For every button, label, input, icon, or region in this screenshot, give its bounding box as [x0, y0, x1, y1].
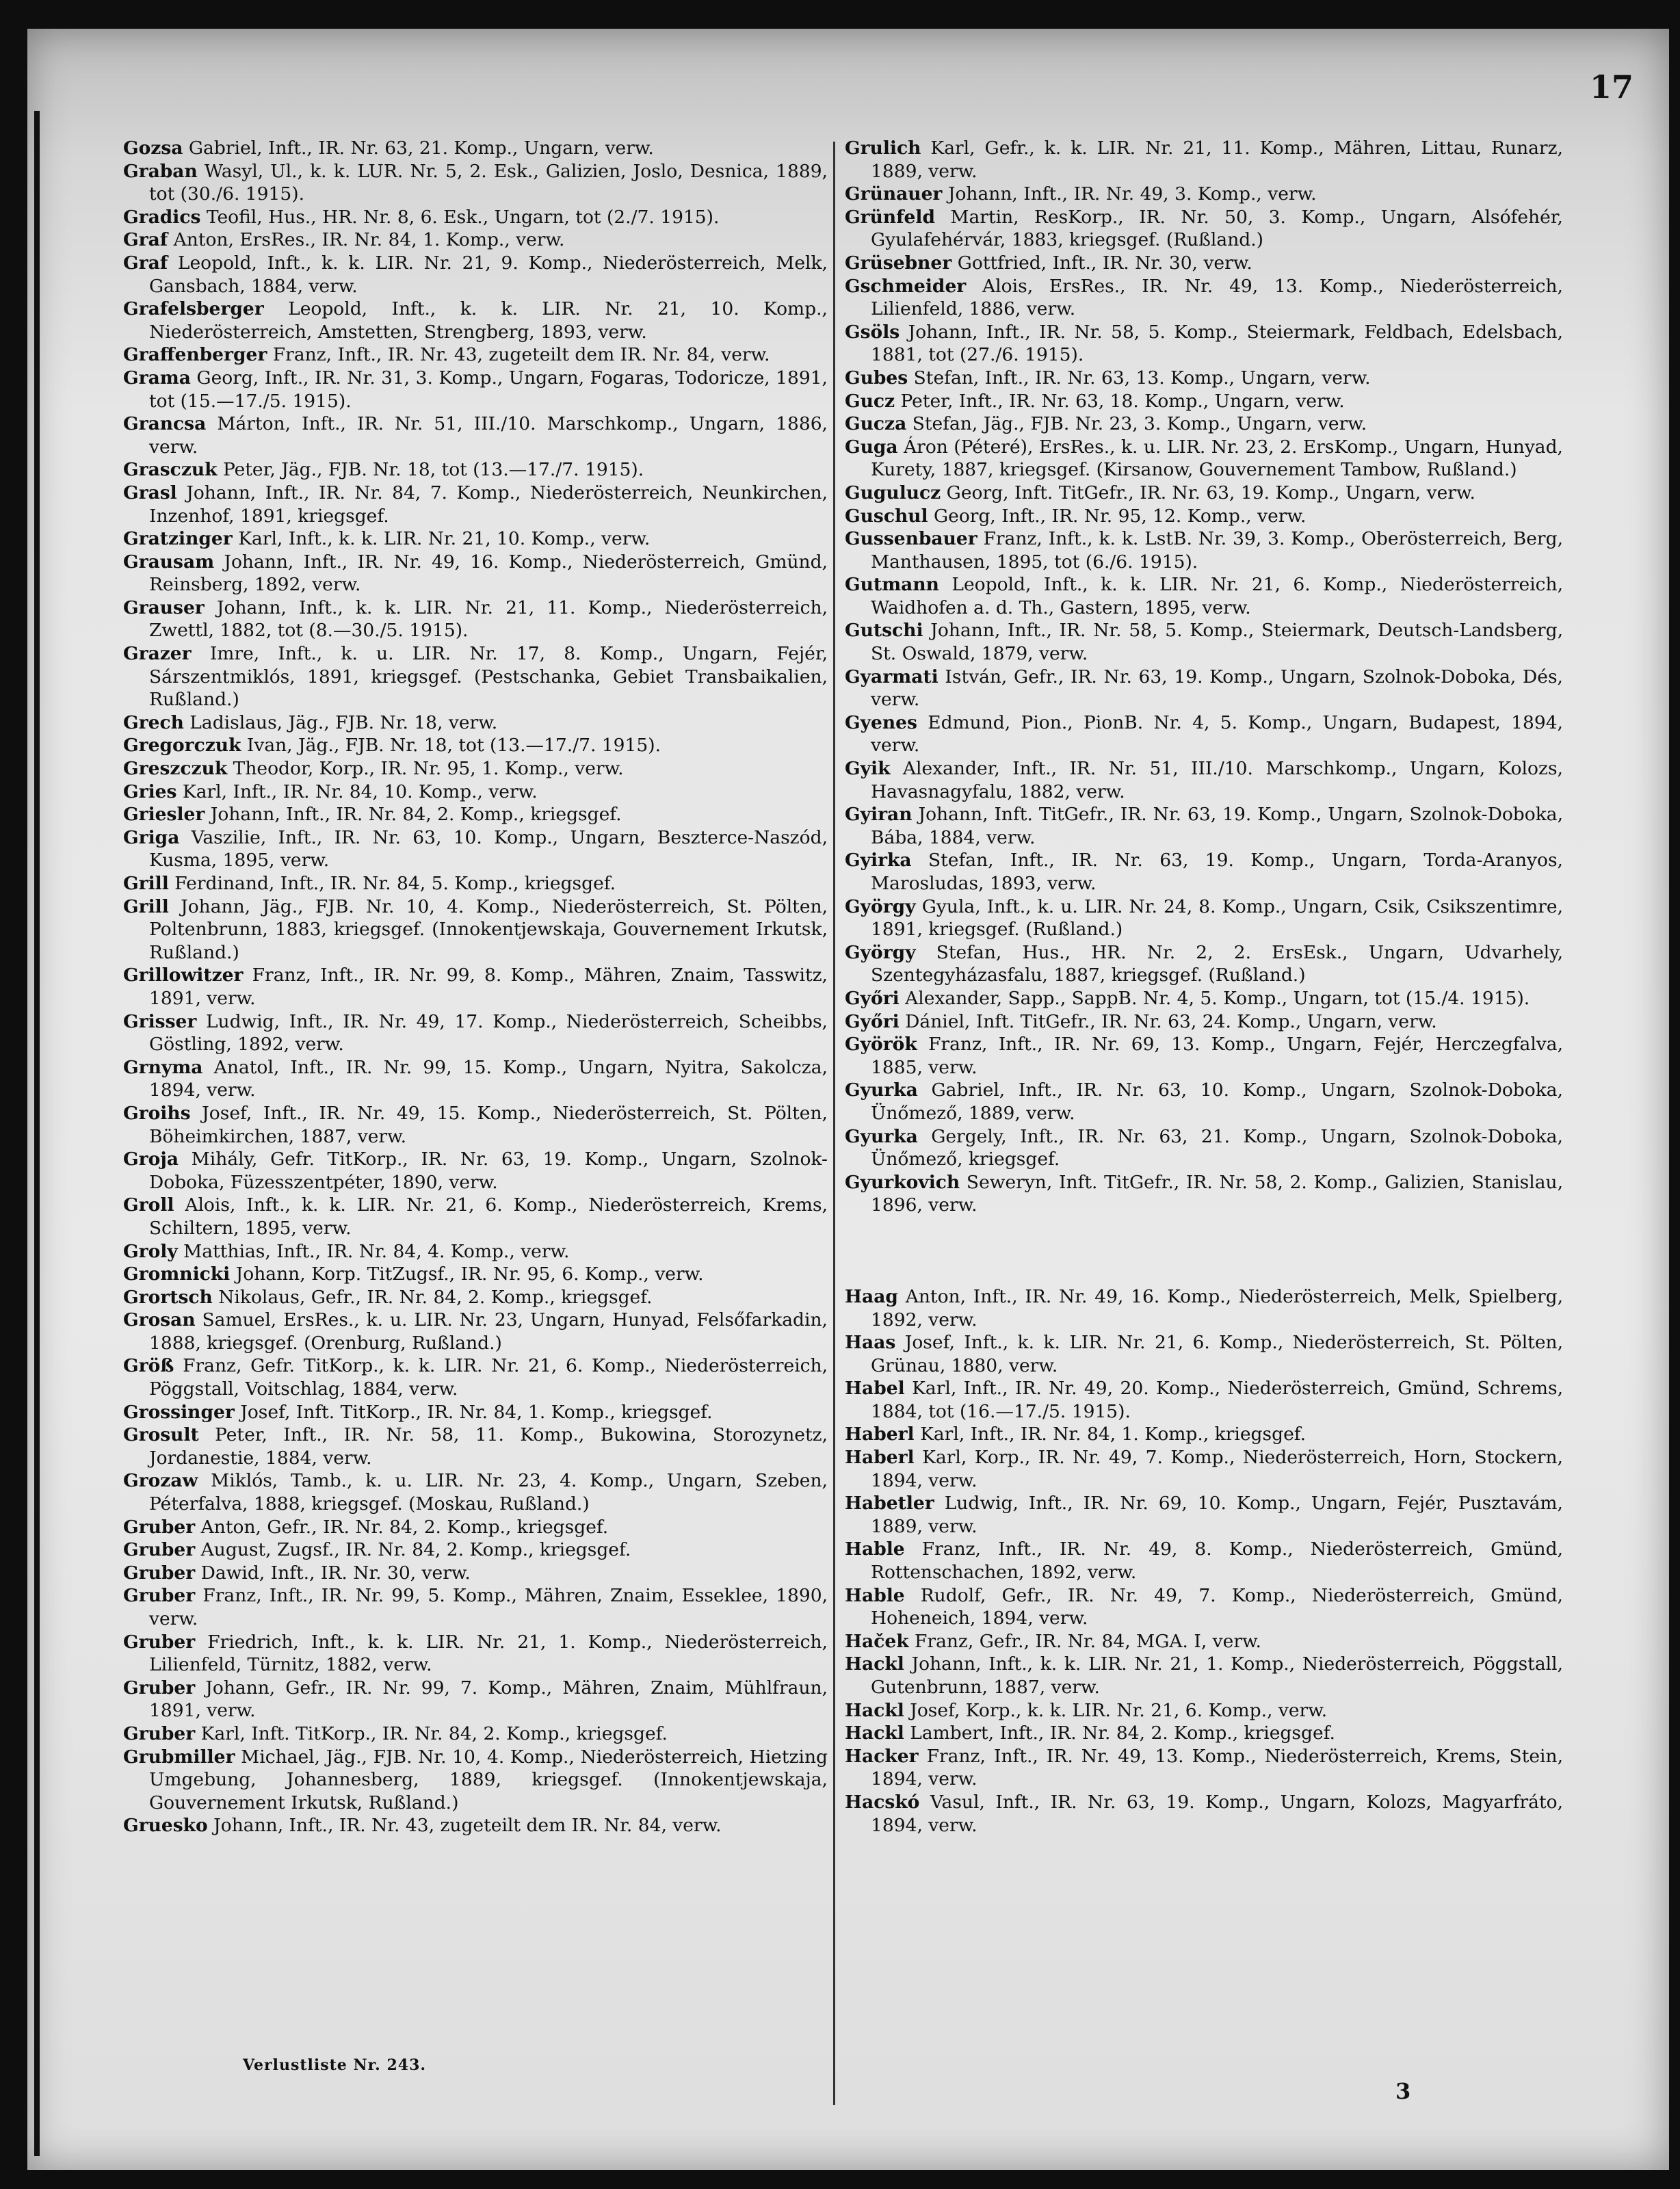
entry-details: Dániel, Inft. TitGefr., IR. Nr. 63, 24. Komp., Ungarn, verw.	[905, 1010, 1437, 1032]
entry-surname: Gyarmati	[845, 666, 939, 687]
entry-surname: Gsöls	[845, 321, 900, 343]
entry-details: Leopold, Inft., k. k. LIR. Nr. 21, 9. Komp., Niederösterreich, Melk, Gansbach, 1884, verw.	[149, 252, 828, 297]
entry-details: Nikolaus, Gefr., IR. Nr. 84, 2. Komp., kriegsgef.	[218, 1286, 653, 1308]
entry-details: Gabriel, Inft., IR. Nr. 63, 10. Komp., Ungarn, Szolnok-Doboka, Ünőmező, 1889, verw.	[871, 1079, 1563, 1124]
entry-details: Gottfried, Inft., IR. Nr. 30, verw.	[957, 252, 1252, 274]
entry-details: Anton, Gefr., IR. Nr. 84, 2. Komp., kriegsgef.	[200, 1516, 609, 1538]
entry-surname: Hable	[845, 1538, 905, 1560]
entry-details: Alois, Inft., k. k. LIR. Nr. 21, 6. Komp., Niederösterreich, Krems, Schiltern, 1895, verw.	[149, 1194, 828, 1239]
list-entry	[845, 1331, 1563, 1377]
entry-details: Imre, Inft., k. u. LIR. Nr. 17, 8. Komp., Ungarn, Fejér, Sárszentmiklós, 1891, kriegsgef. (Pestschanka, Gebiet Transbaikalien, Rußland.)	[149, 643, 828, 711]
list-entry	[123, 1286, 828, 1309]
entry-surname: Gozsa	[123, 137, 183, 159]
entry-surname: Győri	[845, 1010, 900, 1032]
entry-surname: Grosult	[123, 1424, 199, 1446]
list-entry	[845, 1538, 1563, 1584]
entry-surname: Hacskó	[845, 1791, 920, 1813]
entry-details: Anton, ErsRes., IR. Nr. 84, 1. Komp., verw.	[173, 229, 565, 251]
list-entry	[123, 1240, 828, 1263]
entry-details: Miklós, Tamb., k. u. LIR. Nr. 23, 4. Komp., Ungarn, Szeben, Péterfalva, 1888, kriegsgef. (Moskau, Rußland.)	[149, 1470, 828, 1515]
entry-surname: Größ	[123, 1355, 174, 1377]
entry-surname: Hackl	[845, 1699, 904, 1721]
list-entry	[123, 527, 828, 551]
list-entry	[123, 412, 828, 458]
entry-surname: Grossinger	[123, 1401, 235, 1423]
list-entry	[845, 1584, 1563, 1630]
list-entry	[123, 1562, 828, 1585]
entry-surname: Gruber	[123, 1539, 196, 1561]
entry-surname: Grortsch	[123, 1286, 213, 1308]
entry-surname: Groly	[123, 1240, 178, 1262]
entry-surname: Grama	[123, 367, 191, 389]
entry-surname: Gruesko	[123, 1815, 208, 1837]
list-entry	[845, 321, 1563, 367]
list-entry	[845, 390, 1563, 413]
entry-surname: Gruber	[123, 1516, 196, 1538]
list-entry	[123, 597, 828, 642]
entry-details: Vasul, Inft., IR. Nr. 63, 19. Komp., Ungarn, Kolozs, Magyarfráto, 1894, verw.	[871, 1791, 1563, 1836]
entry-surname: Győri	[845, 987, 900, 1009]
entry-surname: Grozaw	[123, 1470, 198, 1492]
entry-surname: Guga	[845, 436, 898, 458]
list-entry	[123, 551, 828, 597]
entry-details: Stefan, Inft., IR. Nr. 63, 13. Komp., Ungarn, verw.	[913, 367, 1371, 389]
entry-surname: Gschmeider	[845, 275, 967, 297]
entry-details: Georg, Inft. TitGefr., IR. Nr. 63, 19. Komp., Ungarn, verw.	[946, 482, 1475, 503]
entry-surname: Habel	[845, 1378, 905, 1400]
list-entry	[123, 964, 828, 1010]
list-entry	[845, 666, 1563, 711]
entry-surname: Grech	[123, 711, 184, 733]
list-entry	[845, 1033, 1563, 1079]
column-divider	[833, 142, 835, 2105]
entry-details: Franz, Inft., IR. Nr. 69, 13. Komp., Ungarn, Fejér, Herczegfalva, 1885, verw.	[871, 1034, 1563, 1078]
entry-details: Gabriel, Inft., IR. Nr. 63, 21. Komp., Ungarn, verw.	[188, 137, 654, 159]
list-entry	[845, 895, 1563, 941]
entry-surname: Greszczuk	[123, 758, 228, 780]
list-entry	[123, 1746, 828, 1815]
entry-surname: Gucza	[845, 413, 907, 435]
list-entry	[845, 1010, 1563, 1034]
entry-surname: Grisser	[123, 1010, 197, 1032]
entry-details: Alexander, Inft., IR. Nr. 51, III./10. Marschkomp., Ungarn, Kolozs, Havasnagyfalu, 1882, verw.	[871, 758, 1563, 802]
entry-details: Samuel, ErsRes., k. u. LIR. Nr. 23, Ungarn, Hunyad, Felsőfarkadin, 1888, kriegsgef. (Orenburg, Rußland.)	[149, 1309, 828, 1354]
list-entry	[845, 1377, 1563, 1423]
entry-details: Lambert, Inft., IR. Nr. 84, 2. Komp., kriegsgef.	[910, 1722, 1335, 1744]
entry-details: Leopold, Inft., k. k. LIR. Nr. 21, 10. Komp., Niederösterreich, Amstetten, Strengberg, 1893, verw.	[149, 298, 828, 343]
list-entry	[123, 1010, 828, 1056]
entry-details: Anton, Inft., IR. Nr. 49, 16. Komp., Niederösterreich, Melk, Spielberg, 1892, verw.	[871, 1285, 1563, 1331]
entry-surname: Gruber	[123, 1631, 196, 1653]
entry-surname: Gyurka	[845, 1125, 918, 1147]
entry-details: Johann, Inft., IR. Nr. 49, 16. Komp., Niederösterreich, Gmünd, Reinsberg, 1892, verw.	[149, 551, 828, 596]
entry-surname: Gussenbauer	[845, 528, 977, 550]
scan-edge-border	[34, 111, 40, 2156]
list-entry	[845, 803, 1563, 849]
entry-details: Seweryn, Inft. TitGefr., IR. Nr. 58, 2. Komp., Galizien, Stanislau, 1896, verw.	[871, 1171, 1563, 1216]
entry-details: Franz, Gefr. TitKorp., k. k. LIR. Nr. 21, 6. Komp., Niederösterreich, Pöggstall, Voitschlag, 1884, verw.	[149, 1355, 828, 1400]
list-entry	[123, 1677, 828, 1722]
list-entry	[123, 895, 828, 965]
list-entry	[845, 1722, 1563, 1745]
entry-details: Anatol, Inft., IR. Nr. 99, 15. Komp., Ungarn, Nyitra, Sakolcza, 1894, verw.	[149, 1056, 828, 1101]
right-column	[845, 137, 1563, 1837]
entry-surname: Grasl	[123, 482, 177, 503]
list-entry	[123, 1401, 828, 1424]
entry-surname: Grill	[123, 873, 169, 894]
entry-details: Michael, Jäg., FJB. Nr. 10, 4. Komp., Niederösterreich, Hietzing Umgebung, Johannesberg, 1889, kriegsgef. (Innokentjewskaja, Gouvernement Irkutsk, Rußland.)	[149, 1746, 828, 1813]
list-entry	[845, 1446, 1563, 1492]
entry-details: Karl, Inft. TitKorp., IR. Nr. 84, 2. Komp., kriegsgef.	[200, 1722, 668, 1744]
list-entry	[123, 343, 828, 367]
entry-surname: Groihs	[123, 1102, 191, 1124]
entry-details: Franz, Inft., IR. Nr. 99, 5. Komp., Mähren, Znaim, Esseklee, 1890, verw.	[149, 1585, 828, 1629]
entry-surname: Grnyma	[123, 1056, 203, 1078]
entry-details: Stefan, Jäg., FJB. Nr. 23, 3. Komp., Ungarn, verw.	[912, 413, 1367, 435]
entry-details: Gyula, Inft., k. u. LIR. Nr. 24, 8. Komp., Ungarn, Csik, Csikszentimre, 1891, kriegsgef. (Rußland.)	[871, 895, 1563, 941]
entry-surname: Gutschi	[845, 620, 923, 642]
entry-details: Edmund, Pion., PionB. Nr. 4, 5. Komp., Ungarn, Budapest, 1894, verw.	[871, 711, 1563, 757]
entry-surname: Graban	[123, 160, 198, 182]
list-entry	[845, 1171, 1563, 1217]
entry-surname: Grasczuk	[123, 459, 218, 481]
list-entry	[123, 711, 828, 735]
list-entry	[123, 1424, 828, 1469]
page-number: 17	[1589, 68, 1633, 105]
entry-details: Mihály, Gefr. TitKorp., IR. Nr. 63, 19. Komp., Ungarn, Szolnok-Doboka, Füzesszentpéter, 1890, verw.	[149, 1149, 828, 1193]
entry-details: Ludwig, Inft., IR. Nr. 69, 10. Komp., Ungarn, Fejér, Pusztavám, 1889, verw.	[871, 1493, 1563, 1537]
entry-details: Johann, Inft. TitGefr., IR. Nr. 63, 19. Komp., Ungarn, Szolnok-Doboka, Bába, 1884, verw.	[871, 804, 1563, 848]
entry-surname: Gutmann	[845, 574, 939, 596]
list-entry	[123, 367, 828, 412]
entry-details: Johann, Inft., IR. Nr. 84, 2. Komp., kriegsgef.	[210, 804, 622, 826]
entry-details: Georg, Inft., IR. Nr. 95, 12. Komp., verw.	[934, 505, 1307, 527]
entry-details: Franz, Inft., k. k. LstB. Nr. 39, 3. Komp., Oberösterreich, Berg, Manthausen, 1895, tot (6./6. 1915).	[871, 528, 1563, 573]
entry-details: Ludwig, Inft., IR. Nr. 49, 17. Komp., Niederösterreich, Scheibbs, Göstling, 1892, verw.	[149, 1010, 828, 1056]
list-entry	[845, 1699, 1563, 1722]
entry-details: Peter, Inft., IR. Nr. 58, 11. Komp., Bukowina, Storozynetz, Jordanestie, 1884, verw.	[149, 1424, 828, 1469]
list-entry	[123, 1354, 828, 1400]
entry-details: Josef, Korp., k. k. LIR. Nr. 21, 6. Komp., verw.	[910, 1699, 1328, 1721]
entry-details: István, Gefr., IR. Nr. 63, 19. Komp., Ungarn, Szolnok-Doboka, Dés, verw.	[871, 666, 1563, 711]
entry-surname: Gruber	[123, 1585, 196, 1607]
list-entry	[845, 1630, 1563, 1653]
entry-surname: Haberl	[845, 1424, 915, 1445]
entry-details: Johann, Jäg., FJB. Nr. 10, 4. Komp., Niederösterreich, St. Pölten, Poltenbrunn, 1883, kriegsgef. (Innokentjewskaja, Gouvernement Irkutsk, Rußland.)	[149, 895, 828, 963]
entry-details: Rudolf, Gefr., IR. Nr. 49, 7. Komp., Niederösterreich, Gmünd, Hoheneich, 1894, verw.	[871, 1584, 1563, 1629]
entry-surname: Grill	[123, 895, 169, 917]
entry-details: Karl, Gefr., k. k. LIR. Nr. 21, 11. Komp., Mähren, Littau, Runarz, 1889, verw.	[871, 137, 1563, 182]
entry-surname: Gyenes	[845, 711, 917, 733]
list-entry	[845, 757, 1563, 803]
entry-surname: Graffenberger	[123, 344, 267, 366]
left-column	[123, 137, 828, 1837]
entry-details: Josef, Inft., k. k. LIR. Nr. 21, 6. Komp., Niederösterreich, St. Pölten, Grünau, 1880, verw.	[871, 1332, 1563, 1376]
entry-details: Franz, Inft., IR. Nr. 99, 8. Komp., Mähren, Znaim, Tasswitz, 1891, verw.	[149, 965, 828, 1009]
entry-surname: Hackl	[845, 1722, 904, 1744]
list-entry	[123, 1148, 828, 1194]
list-entry	[845, 711, 1563, 757]
entry-surname: Grancsa	[123, 413, 207, 435]
entry-details: Johann, Gefr., IR. Nr. 99, 7. Komp., Mähren, Znaim, Mühlfraun, 1891, verw.	[149, 1677, 828, 1722]
entry-details: Franz, Inft., IR. Nr. 49, 13. Komp., Niederösterreich, Krems, Stein, 1894, verw.	[871, 1745, 1563, 1790]
list-entry	[123, 734, 828, 757]
entry-surname: Grubmiller	[123, 1746, 235, 1768]
list-entry	[845, 1285, 1563, 1331]
list-entry	[845, 436, 1563, 482]
entry-surname: Grüsebner	[845, 252, 952, 274]
list-entry	[845, 987, 1563, 1010]
entry-surname: György	[845, 895, 916, 917]
entry-surname: Gyurkovich	[845, 1171, 960, 1193]
entry-surname: Györök	[845, 1034, 917, 1056]
entry-details: Franz, Gefr., IR. Nr. 84, MGA. I, verw.	[915, 1630, 1261, 1652]
list-entry	[845, 1079, 1563, 1125]
entry-surname: Groll	[123, 1194, 174, 1216]
entry-details: Johann, Korp. TitZugsf., IR. Nr. 95, 6. Komp., verw.	[235, 1263, 704, 1285]
entry-details: Vaszilie, Inft., IR. Nr. 63, 10. Komp., Ungarn, Beszterce-Naszód, Kusma, 1895, verw.	[149, 826, 828, 871]
entry-surname: Gromnicki	[123, 1263, 231, 1285]
entry-details: Ivan, Jäg., FJB. Nr. 18, tot (13.—17./7. 1915).	[246, 735, 661, 757]
entry-surname: Grausam	[123, 551, 215, 573]
entry-details: Josef, Inft., IR. Nr. 49, 15. Komp., Niederösterreich, St. Pölten, Böheimkirchen, 1887, verw.	[149, 1102, 828, 1147]
entry-surname: Grillowitzer	[123, 965, 244, 986]
entry-details: Theodor, Korp., IR. Nr. 95, 1. Komp., verw.	[233, 758, 624, 780]
list-entry	[123, 1102, 828, 1148]
entry-details: Ferdinand, Inft., IR. Nr. 84, 5. Komp., kriegsgef.	[174, 873, 616, 894]
list-entry	[845, 275, 1563, 321]
entry-details: Karl, Inft., IR. Nr. 84, 10. Komp., verw.	[182, 781, 538, 802]
entry-surname: György	[845, 941, 916, 963]
list-entry	[123, 206, 828, 229]
entry-surname: Grünauer	[845, 183, 943, 205]
entry-surname: Griesler	[123, 804, 205, 826]
entry-surname: Grazer	[123, 643, 192, 665]
entry-details: Karl, Korp., IR. Nr. 49, 7. Komp., Niederösterreich, Horn, Stockern, 1894, verw.	[871, 1447, 1563, 1491]
entry-surname: Groja	[123, 1149, 179, 1170]
list-entry	[845, 412, 1563, 436]
entry-details: Gergely, Inft., IR. Nr. 63, 21. Komp., Ungarn, Szolnok-Doboka, Ünőmező, kriegsgef.	[871, 1125, 1563, 1170]
list-entry	[123, 826, 828, 872]
entry-details: Stefan, Hus., HR. Nr. 2, 2. ErsEsk., Ungarn, Udvarhely, Szentegyházasfalu, 1887, kriegsgef. (Rußland.)	[871, 941, 1563, 986]
list-entry	[845, 573, 1563, 619]
entry-surname: Guschul	[845, 505, 928, 527]
list-entry	[845, 137, 1563, 183]
list-entry	[123, 781, 828, 804]
entry-surname: Hable	[845, 1584, 905, 1606]
list-entry	[123, 137, 828, 160]
entry-surname: Grosan	[123, 1309, 196, 1331]
list-entry	[845, 527, 1563, 573]
entry-details: Johann, Inft., IR. Nr. 49, 3. Komp., verw.	[947, 183, 1317, 205]
entry-details: Johann, Inft., IR. Nr. 58, 5. Komp., Steiermark, Feldbach, Edelsbach, 1881, tot (27./6. 1915).	[871, 321, 1563, 366]
list-entry	[123, 1631, 828, 1677]
entry-surname: Gruber	[123, 1677, 196, 1699]
entry-details: Friedrich, Inft., k. k. LIR. Nr. 21, 1. Komp., Niederösterreich, Lilienfeld, Türnitz, 1882, verw.	[149, 1631, 828, 1676]
entry-details: Matthias, Inft., IR. Nr. 84, 4. Komp., verw.	[183, 1240, 570, 1262]
entry-surname: Gregorczuk	[123, 735, 241, 757]
list-entry	[845, 482, 1563, 505]
entry-surname: Hacker	[845, 1745, 919, 1767]
entry-details: Peter, Jäg., FJB. Nr. 18, tot (13.—17./7. 1915).	[222, 459, 644, 481]
list-entry	[123, 160, 828, 206]
entry-surname: Grünfeld	[845, 206, 935, 228]
entry-surname: Gradics	[123, 206, 201, 228]
list-entry	[845, 1791, 1563, 1837]
entry-details: Georg, Inft., IR. Nr. 31, 3. Komp., Ungarn, Fogaras, Todoricze, 1891, tot (15.—17./5. 1915).	[149, 367, 828, 412]
entry-surname: Gubes	[845, 367, 908, 389]
entry-details: Johann, Inft., IR. Nr. 58, 5. Komp., Steiermark, Deutsch-Landsberg, St. Oswald, 1879, verw.	[871, 620, 1563, 665]
list-entry	[123, 252, 828, 298]
entry-surname: Gruber	[123, 1722, 196, 1744]
entry-details: Peter, Inft., IR. Nr. 63, 18. Komp., Ungarn, verw.	[900, 390, 1345, 412]
entry-details: Karl, Inft., k. k. LIR. Nr. 21, 10. Komp., verw.	[238, 528, 651, 550]
list-entry	[123, 1469, 828, 1515]
list-entry	[123, 1538, 828, 1562]
list-entry	[123, 1722, 828, 1746]
list-entry	[845, 1423, 1563, 1446]
list-entry	[123, 458, 828, 482]
entry-details: Stefan, Inft., IR. Nr. 63, 19. Komp., Ungarn, Torda-Aranyos, Marosludas, 1893, verw.	[871, 850, 1563, 894]
list-entry	[123, 1056, 828, 1102]
entry-details: Karl, Inft., IR. Nr. 84, 1. Komp., kriegsgef.	[920, 1424, 1307, 1445]
entry-details: Johann, Inft., k. k. LIR. Nr. 21, 11. Komp., Niederösterreich, Zwettl, 1882, tot (8.—30./5. 1915).	[149, 597, 828, 642]
entry-surname: Gruber	[123, 1562, 196, 1584]
list-entry	[845, 619, 1563, 665]
entry-surname: Gratzinger	[123, 528, 233, 550]
entry-surname: Graf	[123, 229, 168, 251]
entry-details: Áron (Péteré), ErsRes., k. u. LIR. Nr. 23, 2. ErsKomp., Ungarn, Hunyad, Kurety, 1887, kriegsgef. (Kirsanow, Gouvernement Tambow, Rußland.)	[871, 436, 1563, 481]
entry-details: Johann, Inft., IR. Nr. 43, zugeteilt dem IR. Nr. 84, verw.	[213, 1815, 722, 1837]
list-entry	[845, 367, 1563, 390]
list-entry	[123, 482, 828, 527]
entry-surname: Gucz	[845, 390, 895, 412]
entry-surname: Gries	[123, 781, 177, 802]
entry-surname: Habetler	[845, 1493, 934, 1515]
list-entry	[845, 252, 1563, 275]
entry-details: Alois, ErsRes., IR. Nr. 49, 13. Komp., Niederösterreich, Lilienfeld, 1886, verw.	[871, 275, 1563, 320]
list-entry	[123, 228, 828, 252]
list-entry	[845, 1125, 1563, 1171]
list-entry	[123, 1309, 828, 1354]
entry-details: Wasyl, Ul., k. k. LUR. Nr. 5, 2. Esk., Galizien, Joslo, Desnica, 1889, tot (30./6. 1915).	[149, 160, 828, 205]
entry-surname: Gyurka	[845, 1079, 918, 1101]
list-entry	[123, 1516, 828, 1539]
entry-details: Ladislaus, Jäg., FJB. Nr. 18, verw.	[189, 711, 498, 733]
entry-surname: Haas	[845, 1332, 896, 1354]
entry-details: Karl, Inft., IR. Nr. 49, 20. Komp., Niederösterreich, Gmünd, Schrems, 1884, tot (16.—17./5. 1915).	[871, 1378, 1563, 1422]
entry-details: Márton, Inft., IR. Nr. 51, III./10. Marschkomp., Ungarn, 1886, verw.	[149, 413, 828, 458]
footer-note: Verlustliste Nr. 243.	[243, 2056, 427, 2074]
list-entry	[123, 642, 828, 711]
entry-details: August, Zugsf., IR. Nr. 84, 2. Komp., kriegsgef.	[200, 1539, 631, 1561]
list-entry	[845, 1492, 1563, 1538]
list-entry	[123, 1814, 828, 1837]
entry-surname: Gyik	[845, 758, 891, 780]
list-entry	[123, 1263, 828, 1286]
entry-details: Dawid, Inft., IR. Nr. 30, verw.	[200, 1562, 471, 1584]
list-entry	[123, 298, 828, 343]
list-entry	[845, 1745, 1563, 1791]
entry-details: Johann, Inft., k. k. LIR. Nr. 21, 1. Komp., Niederösterreich, Pöggstall, Gutenbrunn, 1887, verw.	[871, 1653, 1563, 1698]
entry-surname: Griga	[123, 826, 180, 848]
entry-surname: Grulich	[845, 137, 921, 159]
list-entry	[123, 872, 828, 895]
entry-details: Franz, Inft., IR. Nr. 43, zugeteilt dem IR. Nr. 84, verw.	[272, 344, 770, 366]
list-entry	[845, 183, 1563, 206]
entry-surname: Grauser	[123, 597, 205, 618]
list-entry	[845, 505, 1563, 528]
entry-details: Josef, Inft. TitKorp., IR. Nr. 84, 1. Komp., kriegsgef.	[240, 1401, 713, 1423]
entry-surname: Gyirka	[845, 850, 912, 871]
entry-surname: Haček	[845, 1630, 909, 1652]
entry-details: Johann, Inft., IR. Nr. 84, 7. Komp., Niederösterreich, Neunkirchen, Inzenhof, 1891, kriegsgef.	[149, 482, 828, 527]
entry-surname: Haag	[845, 1285, 898, 1307]
list-entry	[845, 206, 1563, 252]
entry-details: Martin, ResKorp., IR. Nr. 50, 3. Komp., Ungarn, Alsófehér, Gyulafehérvár, 1883, kriegsgef. (Rußland.)	[871, 206, 1563, 251]
entry-surname: Gyiran	[845, 804, 913, 826]
document-page	[27, 29, 1669, 2170]
entry-surname: Gugulucz	[845, 482, 941, 503]
entry-details: Leopold, Inft., k. k. LIR. Nr. 21, 6. Komp., Niederösterreich, Waidhofen a. d. Th., Gastern, 1895, verw.	[871, 574, 1563, 618]
entry-surname: Graf	[123, 252, 168, 274]
entry-surname: Haberl	[845, 1447, 915, 1469]
entry-surname: Hackl	[845, 1653, 904, 1675]
entry-details: Teofil, Hus., HR. Nr. 8, 6. Esk., Ungarn, tot (2./7. 1915).	[206, 206, 720, 228]
list-entry	[845, 941, 1563, 987]
entry-details: Franz, Inft., IR. Nr. 49, 8. Komp., Niederösterreich, Gmünd, Rottenschachen, 1892, verw.	[871, 1538, 1563, 1584]
entry-surname: Grafelsberger	[123, 298, 264, 320]
list-entry	[123, 1584, 828, 1630]
list-entry	[845, 1653, 1563, 1699]
entry-details: Alexander, Sapp., SappB. Nr. 4, 5. Komp., Ungarn, tot (15./4. 1915).	[905, 987, 1530, 1009]
list-entry	[123, 1194, 828, 1240]
sheet-number: 3	[1395, 2078, 1411, 2104]
list-entry	[123, 803, 828, 826]
list-entry	[845, 849, 1563, 895]
list-entry	[123, 757, 828, 781]
section-gap	[845, 1217, 1563, 1285]
